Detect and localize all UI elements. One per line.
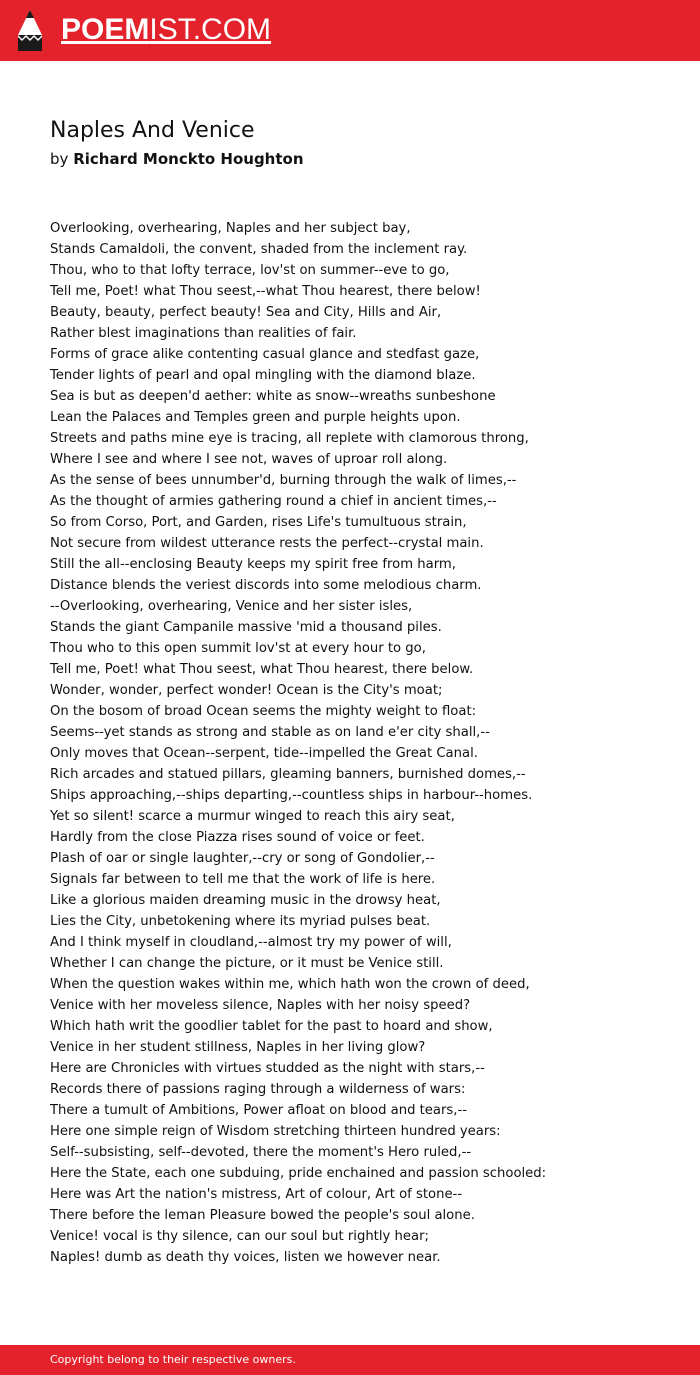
- poem-line: Rather blest imaginations than realities of fair.: [50, 326, 357, 341]
- poem-line: Tender lights of pearl and opal mingling with the diamond blaze.: [50, 368, 476, 383]
- poem-line: Overlooking, overhearing, Naples and her subject bay,: [50, 221, 411, 236]
- poem-line: Signals far between to tell me that the work of life is here.: [50, 872, 436, 887]
- poem-line: Where I see and where I see not, waves of uproar roll along.: [50, 452, 448, 467]
- poem-line: Here was Art the nation's mistress, Art of colour, Art of stone--: [50, 1187, 463, 1202]
- poem-line: There before the leman Pleasure bowed the people's soul alone.: [50, 1208, 475, 1223]
- poem-line: Stands Camaldoli, the convent, shaded from the inclement ray.: [50, 242, 468, 257]
- poem-line: Beauty, beauty, perfect beauty! Sea and City, Hills and Air,: [50, 305, 442, 320]
- poem-line: Not secure from wildest utterance rests the perfect--crystal main.: [50, 536, 484, 551]
- poem-line: So from Corso, Port, and Garden, rises Life's tumultuous strain,: [50, 515, 467, 530]
- poem-line: Ships approaching,--ships departing,--countless ships in harbour--homes.: [50, 788, 533, 803]
- poem-line: Sea is but as deepen'd aether: white as snow--wreaths sunbeshone: [50, 389, 496, 404]
- poem-line: Venice with her moveless silence, Naples with her noisy speed?: [50, 998, 471, 1013]
- poem-line: Here the State, each one subduing, pride enchained and passion schooled:: [50, 1166, 547, 1181]
- poem-line: As the thought of armies gathering round a chief in ancient times,--: [50, 494, 497, 509]
- poem-line: Wonder, wonder, perfect wonder! Ocean is the City's moat;: [50, 683, 443, 698]
- poem-line: Plash of oar or single laughter,--cry or song of Gondolier,--: [50, 851, 435, 866]
- site-logo-text[interactable]: [61, 10, 271, 50]
- site-header: [0, 0, 700, 61]
- poem-body: [50, 218, 680, 1268]
- author-link[interactable]: Richard Monckto Houghton: [73, 150, 304, 168]
- poem-line: There a tumult of Ambitions, Power afloat on blood and tears,--: [50, 1103, 468, 1118]
- poem-line: Hardly from the close Piazza rises sound of voice or feet.: [50, 830, 425, 845]
- copyright-text: Copyright belong to their respective owners.: [50, 1353, 296, 1366]
- brand-strong: POEM: [61, 13, 150, 46]
- poem-line: Thou who to this open summit lov'st at every hour to go,: [50, 641, 426, 656]
- by-prefix: by: [50, 150, 69, 168]
- poem-line: Here one simple reign of Wisdom stretching thirteen hundred years:: [50, 1124, 501, 1139]
- poem-line: Whether I can change the picture, or it must be Venice still.: [50, 956, 444, 971]
- byline: [50, 148, 304, 170]
- poem-line: Tell me, Poet! what Thou seest, what Thou hearest, there below.: [50, 662, 474, 677]
- poem-line: Thou, who to that lofty terrace, lov'st on summer--eve to go,: [50, 263, 450, 278]
- poem-line: Venice! vocal is thy silence, can our soul but rightly hear;: [50, 1229, 429, 1244]
- poem-line: Lean the Palaces and Temples green and purple heights upon.: [50, 410, 461, 425]
- poem-line: When the question wakes within me, which hath won the crown of deed,: [50, 977, 530, 992]
- poem-line: On the bosom of broad Ocean seems the mighty weight to float:: [50, 704, 477, 719]
- poem-line: Only moves that Ocean--serpent, tide--impelled the Great Canal.: [50, 746, 478, 761]
- poem-line: Yet so silent! scarce a murmur winged to reach this airy seat,: [50, 809, 455, 824]
- poem-line: Self--subsisting, self--devoted, there the moment's Hero ruled,--: [50, 1145, 472, 1160]
- poem-title: Naples And Venice: [50, 118, 255, 143]
- poem-line: And I think myself in cloudland,--almost try my power of will,: [50, 935, 452, 950]
- poem-line: Venice in her student stillness, Naples in her living glow?: [50, 1040, 426, 1055]
- pencil-icon: [18, 10, 42, 51]
- pencil-logo-icon[interactable]: [18, 10, 42, 51]
- poem-line: Naples! dumb as death thy voices, listen we however near.: [50, 1250, 441, 1265]
- poem-line: Rich arcades and statued pillars, gleaming banners, burnished domes,--: [50, 767, 526, 782]
- poem-line: As the sense of bees unnumber'd, burning through the walk of limes,--: [50, 473, 517, 488]
- poem-line: Still the all--enclosing Beauty keeps my spirit free from harm,: [50, 557, 456, 572]
- poem-line: Stands the giant Campanile massive 'mid a thousand piles.: [50, 620, 442, 635]
- poem-line: Like a glorious maiden dreaming music in the drowsy heat,: [50, 893, 441, 908]
- poem-line: --Overlooking, overhearing, Venice and her sister isles,: [50, 599, 413, 614]
- poem-line: Streets and paths mine eye is tracing, all replete with clamorous throng,: [50, 431, 529, 446]
- poem-line: Seems--yet stands as strong and stable as on land e'er city shall,--: [50, 725, 490, 740]
- poem-line: Lies the City, unbetokening where its myriad pulses beat.: [50, 914, 431, 929]
- poem-line: Which hath writ the goodlier tablet for the past to hoard and show,: [50, 1019, 493, 1034]
- brand-light: IST.COM: [149, 13, 272, 46]
- site-footer: [0, 1345, 700, 1375]
- poem-line: Distance blends the veriest discords into some melodious charm.: [50, 578, 482, 593]
- poem-line: Records there of passions raging through a wilderness of wars:: [50, 1082, 466, 1097]
- poem-line: Here are Chronicles with virtues studded as the night with stars,--: [50, 1061, 485, 1076]
- poem-line: Tell me, Poet! what Thou seest,--what Thou hearest, there below!: [50, 284, 481, 299]
- poem-line: Forms of grace alike contenting casual glance and stedfast gaze,: [50, 347, 480, 362]
